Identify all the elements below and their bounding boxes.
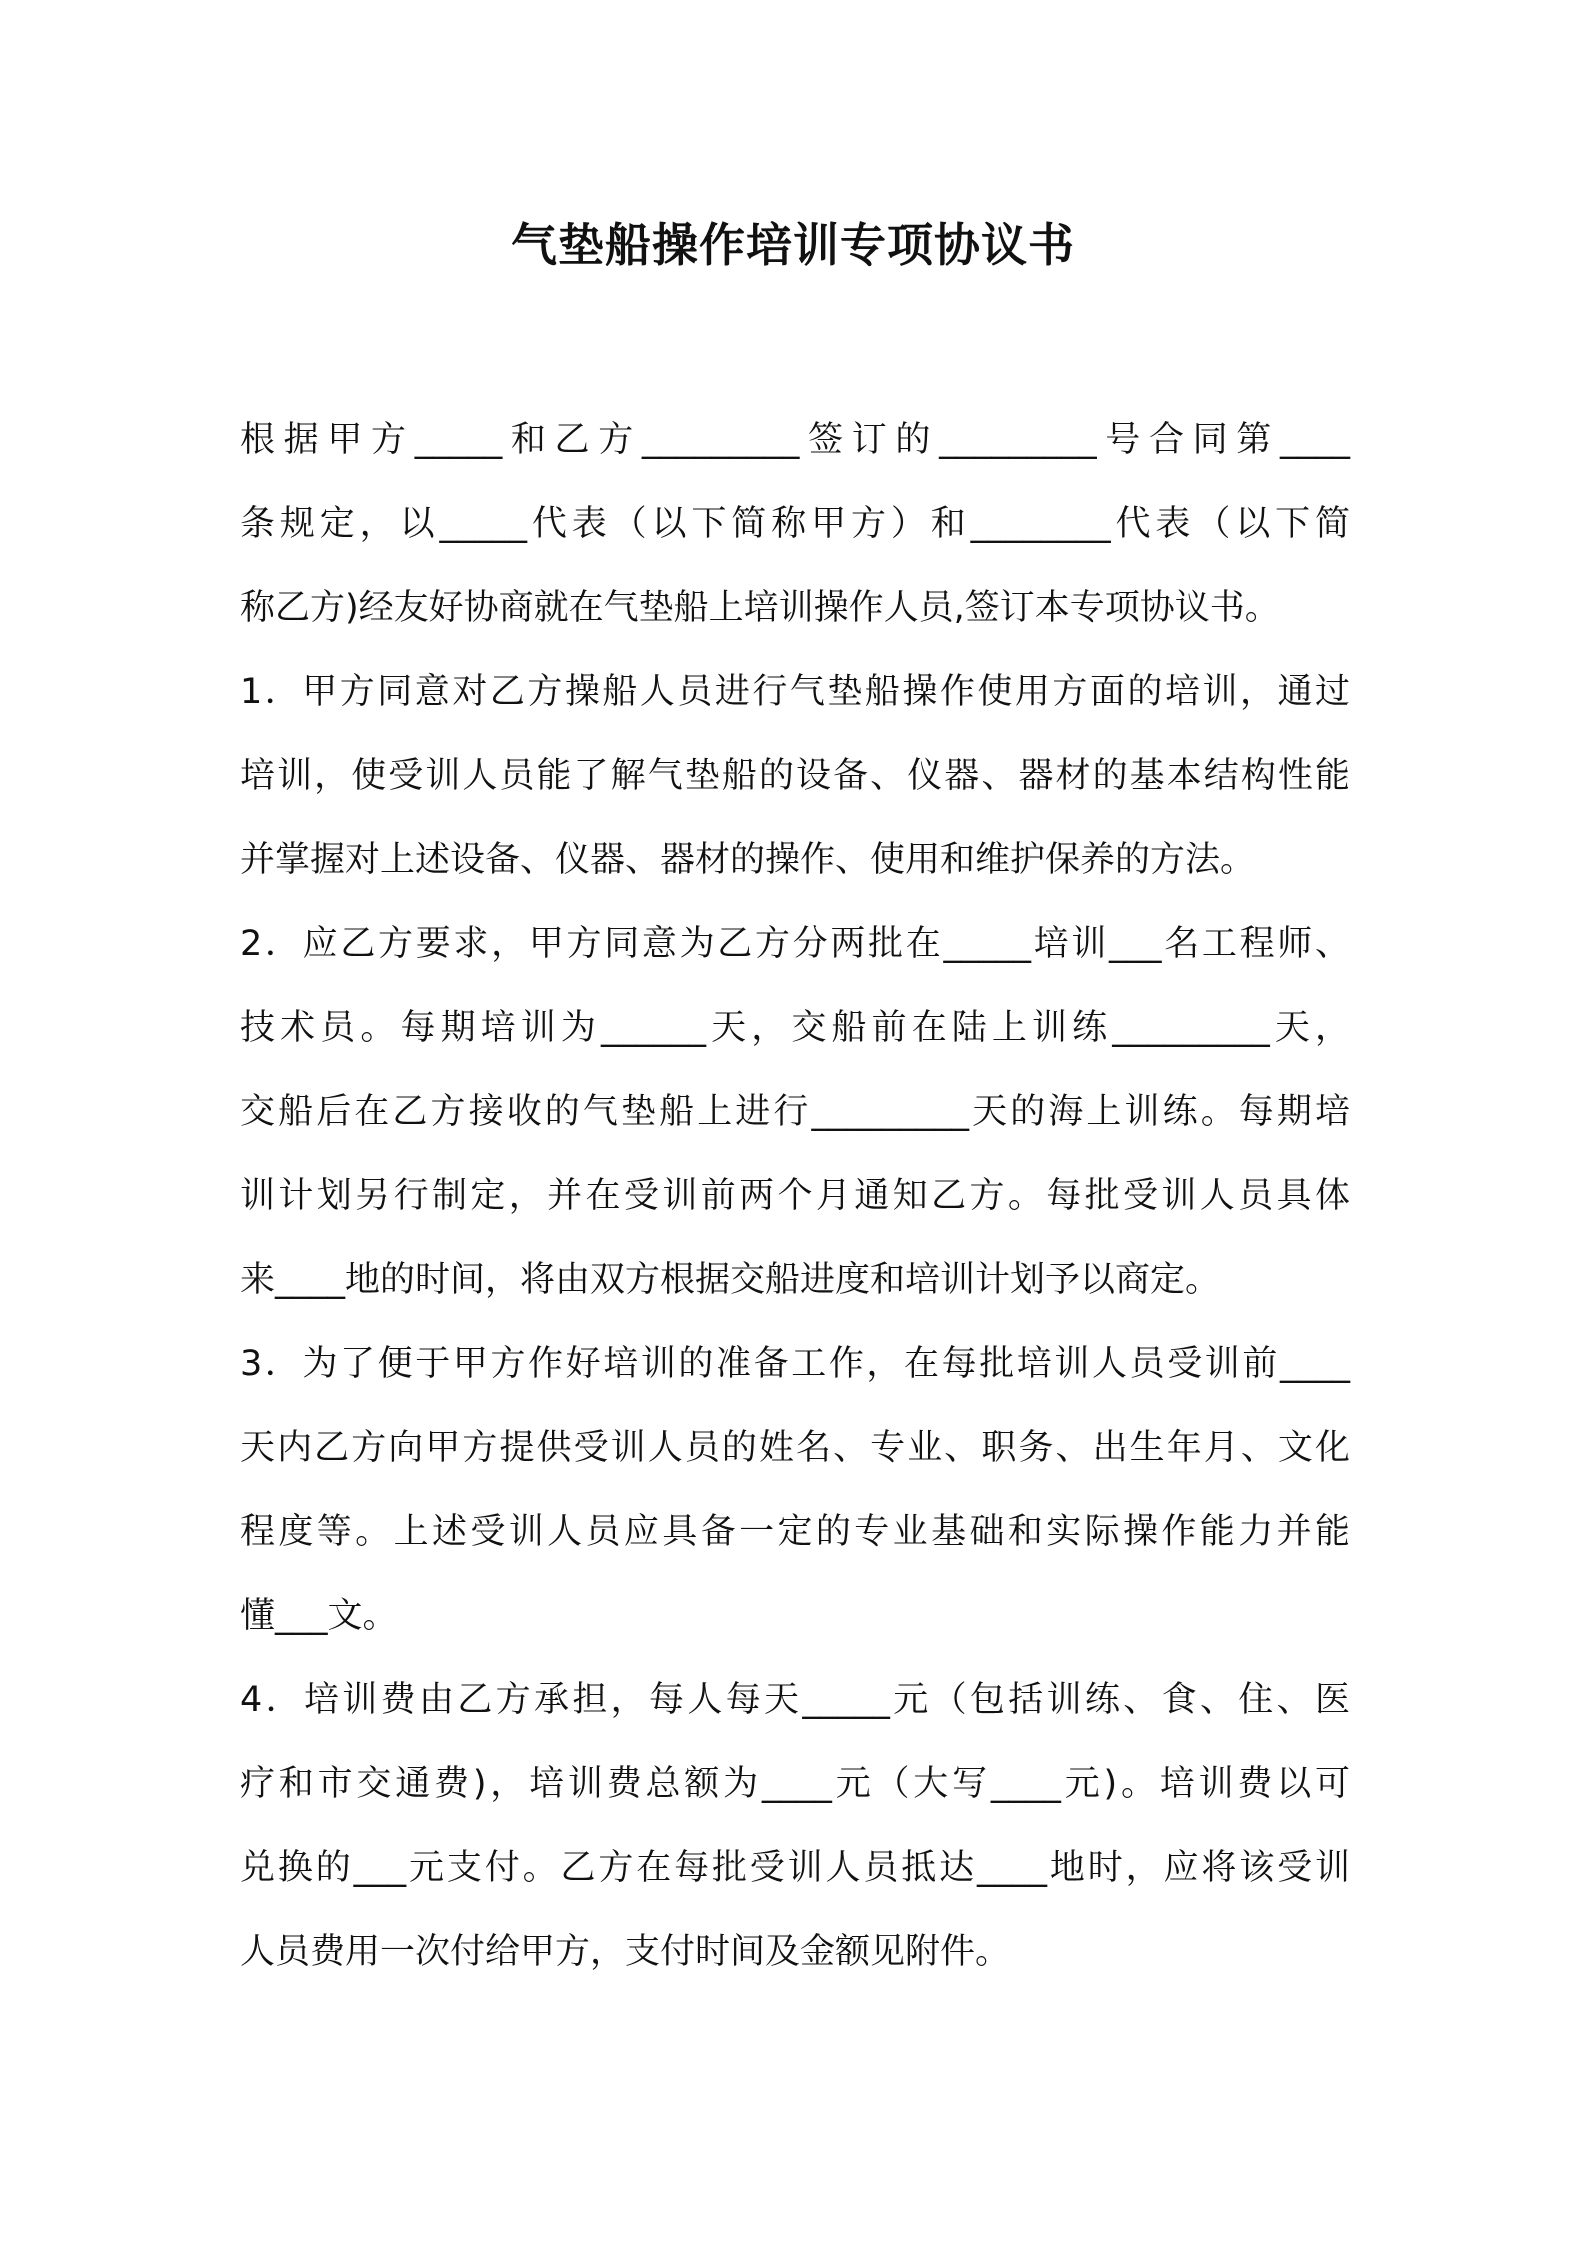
clause-4-line-3: 兑换的___元支付。乙方在每批受训人员抵达____地时，应将该受训 [240, 1848, 1350, 1888]
document-body [240, 398, 1350, 1994]
clause-3-line-3: 程度等。上述受训人员应具备一定的专业基础和实际操作能力并能 [240, 1512, 1350, 1552]
body-line-2: 条规定，以_____代表（以下简称甲方）和________代表（以下简 [240, 504, 1350, 544]
clause-2-line-5: 来____地的时间，将由双方根据交船进度和培训计划予以商定。 [240, 1260, 1221, 1300]
clause-3-line-4: 懂___文。 [240, 1596, 398, 1636]
clause-3-line-1: 3．为了便于甲方作好培训的准备工作，在每批培训人员受训前____ [240, 1344, 1350, 1384]
body-line-1: 根据甲方_____和乙方_________签订的_________号合同第____ [240, 420, 1350, 460]
clause-2-line-3: 交船后在乙方接收的气垫船上进行_________天的海上训练。每期培 [240, 1092, 1350, 1132]
clause-3-line-2: 天内乙方向甲方提供受训人员的姓名、专业、职务、出生年月、文化 [240, 1428, 1350, 1468]
clause-4-line-2: 疗和市交通费)，培训费总额为____元（大写____元)。培训费以可 [240, 1764, 1350, 1804]
clause-2-line-1: 2．应乙方要求，甲方同意为乙方分两批在_____培训___名工程师、 [240, 924, 1350, 964]
clause-2-line-4: 训计划另行制定，并在受训前两个月通知乙方。每批受训人员具体 [240, 1176, 1350, 1216]
clause-1-line-1: 1．甲方同意对乙方操船人员进行气垫船操作使用方面的培训，通过 [240, 672, 1350, 712]
clause-1-line-2: 培训，使受训人员能了解气垫船的设备、仪器、器材的基本结构性能 [240, 756, 1350, 796]
clause-4-line-4: 人员费用一次付给甲方，支付时间及金额见附件。 [240, 1932, 1011, 1972]
body-line-3: 称乙方)经友好协商就在气垫船上培训操作人员,签订本专项协议书。 [240, 588, 1280, 628]
clause-1-line-3: 并掌握对上述设备、仪器、器材的操作、使用和维护保养的方法。 [240, 840, 1256, 880]
clause-2-line-2: 技术员。每期培训为______天，交船前在陆上训练_________天， [240, 1008, 1350, 1048]
clause-4-line-1: 4．培训费由乙方承担，每人每天_____元（包括训练、食、住、医 [240, 1680, 1350, 1720]
document-title: 气垫船操作培训专项协议书 [511, 218, 1075, 272]
